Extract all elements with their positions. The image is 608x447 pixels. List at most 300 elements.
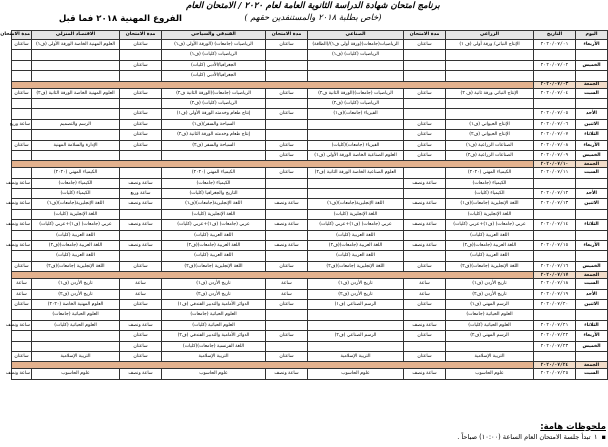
agri-subject xyxy=(446,98,534,108)
day-cell: الجمعة xyxy=(576,161,608,168)
page-subtitle: (خاص بطلبة ٢٠١٨ والمستنفدين حقهم ) xyxy=(244,12,382,22)
table-row xyxy=(12,60,608,70)
hotel-subject: الدوائر الأمامية والتدبير الفندقي (ف٢) xyxy=(162,331,266,341)
day-cell: الأربعاء xyxy=(576,40,608,50)
hotel-subject: الجغرافيا/الأدبي (كليات) xyxy=(162,60,266,70)
day-cell: الثلاثاء xyxy=(576,130,608,140)
hotel-subject: السياحة والسفر/(ف١) xyxy=(162,119,266,129)
hotel-subject: الدوائر الأمامية والتدبير الفندقي (ف١) xyxy=(162,299,266,309)
industrial-duration xyxy=(266,130,308,140)
day-cell xyxy=(576,230,608,240)
home-duration: ساعتان xyxy=(12,140,32,150)
hotel-subject: اللغة الإنجليزية (كليات) xyxy=(162,209,266,219)
day-cell xyxy=(576,178,608,188)
hotel-subject: السياحة والسفر (ف٢) xyxy=(162,140,266,150)
agri-subject: الصناعات الزراعية (ف١) xyxy=(446,140,534,150)
day-cell: الأحد xyxy=(576,289,608,299)
home-subject xyxy=(32,60,120,70)
industrial-subject xyxy=(308,189,404,199)
home-subject xyxy=(32,130,120,140)
industrial-subject: عربي (جامعات) (ف١)+عربي (كليات) xyxy=(308,220,404,230)
notes-title: ملحوظات هامة: xyxy=(540,422,606,432)
table-row xyxy=(12,331,608,341)
home-subject xyxy=(32,50,120,60)
hotel-duration: ساعتان xyxy=(120,331,162,341)
col-header-hotel: الفندقي والسياحي xyxy=(162,31,266,40)
day-cell: السبت xyxy=(576,279,608,289)
industrial-duration xyxy=(266,341,308,351)
col-header-industrial: الصناعي xyxy=(308,31,404,40)
agri-subject: علوم الحاسوب xyxy=(446,369,534,379)
hotel-subject: اللغة العربية (كليات) xyxy=(162,230,266,240)
home-subject xyxy=(32,341,120,351)
industrial-duration xyxy=(266,71,308,81)
hotel-duration xyxy=(120,251,162,261)
industrial-duration xyxy=(266,209,308,219)
col-header-day: اليوم xyxy=(576,31,608,40)
agri-subject: الكيمياء المهني (٢٠٢٠) xyxy=(446,168,534,178)
hotel-duration: ساعة xyxy=(120,279,162,289)
industrial-duration xyxy=(266,251,308,261)
home-subject: الكيمياء (كليات) xyxy=(32,189,120,199)
date-cell: ٢٠٢٠/٠٧/٢٤ xyxy=(534,362,576,369)
hotel-duration: ساعة ونصف xyxy=(120,178,162,188)
home-subject: الرسم والتصميم xyxy=(32,119,120,129)
industrial-duration: ساعتان xyxy=(266,331,308,341)
hotel-subject: الرياضيات (كليات) (ف١) xyxy=(162,50,266,60)
weekend-row xyxy=(12,161,608,168)
home-duration xyxy=(12,150,32,160)
agri-duration xyxy=(404,209,446,219)
home-duration xyxy=(12,331,32,341)
day-cell: الخميس xyxy=(576,60,608,70)
industrial-duration xyxy=(266,98,308,108)
home-duration: ساعتان xyxy=(12,351,32,361)
hotel-duration xyxy=(120,310,162,320)
exam-schedule-table xyxy=(0,30,608,380)
agri-subject: الإنتاج النباتي/ ورقة أولى (ف ١) xyxy=(446,40,534,50)
home-duration xyxy=(12,50,32,60)
agri-duration xyxy=(404,310,446,320)
weekend-row xyxy=(12,272,608,279)
industrial-subject: الرياضيات (كليات) (ف٢) xyxy=(308,98,404,108)
agri-duration: ساعة ونصف xyxy=(404,241,446,251)
hotel-subject: العلوم الحياتية (كليات) xyxy=(162,320,266,330)
agri-duration: ساعتان xyxy=(404,299,446,309)
industrial-duration xyxy=(266,320,308,330)
date-cell xyxy=(534,351,576,361)
col-header-date: التاريخ xyxy=(534,31,576,40)
agri-subject: اللغة الإنجليزية (كليات) xyxy=(446,209,534,219)
industrial-subject xyxy=(308,341,404,351)
agri-duration: ساعة ونصف xyxy=(404,369,446,379)
home-subject: الإدارة والسلامة المهنية xyxy=(32,140,120,150)
hotel-duration: ساعتان xyxy=(120,130,162,140)
day-cell: الاثنين xyxy=(576,199,608,209)
date-cell: ٢٠٢٠/٠٧/٠٥ xyxy=(534,109,576,119)
day-cell xyxy=(576,98,608,108)
agri-subject xyxy=(446,50,534,60)
industrial-duration: ساعتان xyxy=(266,40,308,50)
table-row xyxy=(12,40,608,50)
home-subject xyxy=(32,150,120,160)
home-subject: العلوم المهنية الخاصة الورقة الأولى (ف١) xyxy=(32,40,120,50)
agri-duration xyxy=(404,71,446,81)
weekend-separator xyxy=(12,362,534,369)
home-subject: اللغة الإنجليزية (جامعات)(ف٢) xyxy=(32,261,120,271)
day-cell xyxy=(576,310,608,320)
industrial-duration: ساعة ونصف xyxy=(266,220,308,230)
agri-subject: تاريخ الأردن (ف١) xyxy=(446,279,534,289)
home-duration: ساعة xyxy=(12,289,32,299)
industrial-subject: اللغة العربية (كليات) xyxy=(308,251,404,261)
date-cell: ٢٠٢٠/٠٧/٠٤ xyxy=(534,88,576,98)
hotel-duration: ساعتان xyxy=(120,341,162,351)
hotel-subject: اللغة الإنجليزية(جامعات)(ف١) xyxy=(162,199,266,209)
table-row xyxy=(12,178,608,188)
hotel-duration: ساعتان xyxy=(120,261,162,271)
hotel-duration: ساعة ونصف xyxy=(120,199,162,209)
hotel-subject: التربية الإسلامية xyxy=(162,351,266,361)
col-header-agri: الزراعي xyxy=(446,31,534,40)
col-header-home: الاقتصاد المنزلي xyxy=(32,31,120,40)
table-row xyxy=(12,98,608,108)
home-subject xyxy=(32,98,120,108)
hotel-duration: ساعة xyxy=(120,289,162,299)
industrial-subject: الرياضيات (جامعات)(الورقة الثانية ف٢) xyxy=(308,88,404,98)
home-subject xyxy=(32,331,120,341)
table-row xyxy=(12,299,608,309)
home-duration: ساعة xyxy=(12,279,32,289)
home-duration: ساعة ونصف xyxy=(12,220,32,230)
day-cell: الخميس xyxy=(576,261,608,271)
industrial-subject: اللغة الإنجليزية (كليات) xyxy=(308,209,404,219)
date-cell: ٢٠٢٠/٠٧/١٣ xyxy=(534,199,576,209)
day-cell: الأربعاء xyxy=(576,331,608,341)
hotel-subject: الكيمياء المهني (٢٠٢٠) xyxy=(162,168,266,178)
day-cell: الثلاثاء xyxy=(576,320,608,330)
home-subject: تاريخ الأردن (ف١) xyxy=(32,279,120,289)
industrial-subject: علوم الحاسوب xyxy=(308,369,404,379)
agri-subject: الرسم المهني (ف١) xyxy=(446,299,534,309)
hotel-duration: ساعتان xyxy=(120,119,162,129)
day-cell: الجمعة xyxy=(576,362,608,369)
date-cell: ٢٠٢٠/٠٧/٢٢ xyxy=(534,331,576,341)
date-cell: ٢٠٢٠/٠٧/٢١ xyxy=(534,320,576,330)
hotel-subject: اللغة العربية (كليات) xyxy=(162,251,266,261)
hotel-duration: ساعتان xyxy=(120,40,162,50)
table-row xyxy=(12,140,608,150)
day-cell xyxy=(576,251,608,261)
home-duration xyxy=(12,71,32,81)
industrial-duration: ساعة ونصف xyxy=(266,241,308,251)
home-duration: ساعة وربع xyxy=(12,119,32,129)
home-subject: تاريخ الأردن (ف٢) xyxy=(32,289,120,299)
table-row xyxy=(12,220,608,230)
date-cell: ٢٠٢٠/٠٧/١٢ xyxy=(534,189,576,199)
home-duration xyxy=(12,60,32,70)
day-cell: الأحد xyxy=(576,189,608,199)
home-duration xyxy=(12,98,32,108)
weekend-separator xyxy=(12,161,534,168)
weekend-row xyxy=(12,81,608,88)
agri-duration: ساعة xyxy=(404,289,446,299)
industrial-subject: الرياضيات(جامعات)(ورقة أولى ف١)/(الطاقة) xyxy=(308,40,404,50)
hotel-duration xyxy=(120,71,162,81)
agri-duration: ساعة ونصف xyxy=(404,320,446,330)
industrial-duration xyxy=(266,230,308,240)
hotel-duration xyxy=(120,209,162,219)
home-subject xyxy=(32,71,120,81)
date-cell: ٢٠٢٠/٠٧/٢٠ xyxy=(534,299,576,309)
hotel-duration: ساعة ونصف xyxy=(120,369,162,379)
industrial-subject: الرسم الصناعي (ف٢) xyxy=(308,331,404,341)
table-row xyxy=(12,341,608,351)
date-cell: ٢٠٢٠/٠٧/١٧ xyxy=(534,272,576,279)
agri-subject: الإنتاج النباتي ورقة ثانية (ف ٢) xyxy=(446,88,534,98)
agri-duration xyxy=(404,50,446,60)
bullet-icon: ▪ xyxy=(601,433,606,441)
industrial-subject: الرياضيات (كليات) (ف١) xyxy=(308,50,404,60)
table-row xyxy=(12,168,608,178)
agri-duration xyxy=(404,230,446,240)
date-cell: ٢٠٢٠/٠٧/١٨ xyxy=(534,279,576,289)
note-text: تبدأ جلسة الامتحان العام الساعة (١٠:٠٠) صباحاً . xyxy=(457,433,591,441)
industrial-duration: ساعتان xyxy=(266,299,308,309)
industrial-duration xyxy=(266,60,308,70)
note-number: ١ xyxy=(593,433,598,441)
agri-subject: العلوم الحياتية (جامعات) xyxy=(446,310,534,320)
table-header-row xyxy=(12,31,608,40)
home-subject: اللغة العربية (كليات) xyxy=(32,230,120,240)
agri-subject: الإنتاج الحيواني (ف٢) xyxy=(446,130,534,140)
day-cell: الأربعاء xyxy=(576,140,608,150)
hotel-subject: عربي (جامعات) (ف١)+عربي (كليات) xyxy=(162,220,266,230)
agri-subject: العلوم الحياتية (كليات) xyxy=(446,320,534,330)
table-row xyxy=(12,130,608,140)
date-cell: ٢٠٢٠/٠٧/٠٩ xyxy=(534,150,576,160)
col-header-home-duration: مدة الامتحان xyxy=(12,31,32,40)
date-cell: ٢٠٢٠/٠٧/٠٦ xyxy=(534,119,576,129)
industrial-duration: ساعة ونصف xyxy=(266,199,308,209)
home-subject: علوم الحاسوب xyxy=(32,369,120,379)
hotel-duration: ساعة وربع xyxy=(120,189,162,199)
col-header-hotel-duration: مدة الامتحان xyxy=(120,31,162,40)
table-row xyxy=(12,241,608,251)
agri-duration: ساعة xyxy=(404,279,446,289)
date-cell: ٢٠٢٠/٠٧/٠١ xyxy=(534,40,576,50)
hotel-subject: التاريخ والجغرافيا (كليات) xyxy=(162,189,266,199)
table-row xyxy=(12,150,608,160)
industrial-subject xyxy=(308,60,404,70)
industrial-duration xyxy=(266,189,308,199)
agri-subject: اللغة العربية (جامعات)(ف٢) xyxy=(446,241,534,251)
col-header-agri-duration: مدة الامتحان xyxy=(404,31,446,40)
page-header xyxy=(8,0,608,30)
agri-duration: ساعتان xyxy=(404,40,446,50)
home-duration: ساعتان xyxy=(12,299,32,309)
agri-subject: تاريخ الأردن (ف٢) xyxy=(446,289,534,299)
day-cell: الاثنين xyxy=(576,299,608,309)
hotel-subject: الرياضيات (كليات) (ف٢) xyxy=(162,98,266,108)
table-row xyxy=(12,109,608,119)
industrial-duration: ساعتان xyxy=(266,351,308,361)
home-duration xyxy=(12,230,32,240)
table-row xyxy=(12,320,608,330)
agri-subject: عربي (جامعات) (ف١)+عربي (كليات) xyxy=(446,220,534,230)
date-cell: ٢٠٢٠/٠٧/١٥ xyxy=(534,241,576,251)
date-cell: ٢٠٢٠/٠٧/٠٨ xyxy=(534,140,576,150)
branch-label: الفروع المهنية ٢٠١٨ فما قبل xyxy=(58,14,182,24)
hotel-duration xyxy=(120,168,162,178)
agri-duration xyxy=(404,341,446,351)
date-cell xyxy=(534,230,576,240)
industrial-duration: ساعة xyxy=(266,279,308,289)
industrial-subject: الرسم الصناعي (ف١) xyxy=(308,299,404,309)
agri-duration: ساعتان xyxy=(404,261,446,271)
industrial-subject: اللغة الإنجليزية(جامعات)(ف١) xyxy=(308,199,404,209)
hotel-subject: علوم الحاسوب xyxy=(162,369,266,379)
agri-duration xyxy=(404,98,446,108)
hotel-duration: ساعتان xyxy=(120,140,162,150)
table-row xyxy=(12,369,608,379)
home-subject: اللغة العربية (جامعات)(ف٢) xyxy=(32,241,120,251)
date-cell xyxy=(534,310,576,320)
industrial-duration: ساعتان xyxy=(266,140,308,150)
agri-subject xyxy=(446,341,534,351)
date-cell: ٢٠٢٠/٠٧/١٤ xyxy=(534,220,576,230)
industrial-subject: التربية الإسلامية xyxy=(308,351,404,361)
industrial-subject: العلوم الصناعية الخاصة الورقة الأولى (ف١) xyxy=(308,150,404,160)
hotel-subject: إنتاج طعام وخدمته الورقة الأولى (ف١) xyxy=(162,109,266,119)
home-duration: ساعة ونصف xyxy=(12,199,32,209)
hotel-duration: ساعتان xyxy=(120,109,162,119)
hotel-duration: ساعتان xyxy=(120,88,162,98)
home-duration xyxy=(12,168,32,178)
home-duration xyxy=(12,251,32,261)
industrial-subject: الفيزياء (جامعات)(كليات) xyxy=(308,140,404,150)
industrial-duration: ساعتان xyxy=(266,150,308,160)
hotel-subject: تاريخ الأردن (ف١) xyxy=(162,279,266,289)
table-row xyxy=(12,251,608,261)
home-subject: التربية الإسلامية xyxy=(32,351,120,361)
note-item xyxy=(338,433,606,441)
agri-subject xyxy=(446,109,534,119)
home-duration: ساعتان xyxy=(12,40,32,50)
table-row xyxy=(12,230,608,240)
home-subject: الكيمياء (جامعات) xyxy=(32,178,120,188)
agri-duration: ساعتان xyxy=(404,119,446,129)
day-cell xyxy=(576,71,608,81)
date-cell: ٢٠٢٠/٠٧/١٦ xyxy=(534,261,576,271)
notes-list xyxy=(338,433,606,441)
date-cell xyxy=(534,98,576,108)
table-row xyxy=(12,310,608,320)
home-subject: اللغة الإنجليزية(جامعات)(ف١) xyxy=(32,199,120,209)
date-cell xyxy=(534,178,576,188)
agri-duration: ساعة ونصف xyxy=(404,178,446,188)
agri-duration: ساعتان xyxy=(404,331,446,341)
col-header-industrial-duration: مدة الامتحان xyxy=(266,31,308,40)
agri-subject: اللغة الإنجليزية (جامعات)(ف٢) xyxy=(446,261,534,271)
date-cell xyxy=(534,50,576,60)
agri-subject: اللغة العربية (كليات) xyxy=(446,230,534,240)
day-cell: الخميس xyxy=(576,150,608,160)
industrial-subject xyxy=(308,178,404,188)
day-cell: الثلاثاء xyxy=(576,220,608,230)
home-duration: ساعة ونصف xyxy=(12,178,32,188)
hotel-duration: ساعة ونصف xyxy=(120,241,162,251)
date-cell xyxy=(534,251,576,261)
agri-duration xyxy=(404,189,446,199)
table-row xyxy=(12,199,608,209)
table-row xyxy=(12,261,608,271)
table-row xyxy=(12,209,608,219)
agri-duration: ساعتان xyxy=(404,88,446,98)
date-cell xyxy=(534,209,576,219)
date-cell: ٢٠٢٠/٠٧/٠٧ xyxy=(534,130,576,140)
hotel-subject: الجغرافيا/الأدبي (كليات) xyxy=(162,71,266,81)
home-duration xyxy=(12,189,32,199)
agri-duration: ساعتان xyxy=(404,130,446,140)
home-subject: عربي (جامعات) (ف١)+عربي (كليات) xyxy=(32,220,120,230)
table-row xyxy=(12,88,608,98)
agri-subject: اللغة العربية (كليات) xyxy=(446,251,534,261)
industrial-duration: ساعتان xyxy=(266,88,308,98)
agri-duration: ساعتان xyxy=(404,351,446,361)
table-row xyxy=(12,279,608,289)
hotel-duration: ساعة ونصف xyxy=(120,220,162,230)
home-subject: اللغة العربية (كليات) xyxy=(32,251,120,261)
industrial-duration: ساعة xyxy=(266,289,308,299)
agri-subject: الكيمياء (جامعات) xyxy=(446,178,534,188)
agri-subject: الكيمياء (كليات) xyxy=(446,189,534,199)
date-cell: ٢٠٢٠/٠٧/٠٢ xyxy=(534,60,576,70)
hotel-subject: العلوم الحياتية (جامعات) xyxy=(162,310,266,320)
home-subject: العلوم المهنية الخاصة الورقة الثانية (ف٢) xyxy=(32,88,120,98)
day-cell: الاثنين xyxy=(576,119,608,129)
home-duration: ساعة ونصف xyxy=(12,369,32,379)
weekend-separator xyxy=(12,272,534,279)
home-subject xyxy=(32,109,120,119)
hotel-duration: ساعتان xyxy=(120,351,162,361)
weekend-row xyxy=(12,362,608,369)
hotel-subject: الرياضيات (جامعات) (الورقة الأولى (ف١) xyxy=(162,40,266,50)
day-cell: الأحد xyxy=(576,109,608,119)
agri-duration xyxy=(404,251,446,261)
industrial-duration xyxy=(266,178,308,188)
agri-subject xyxy=(446,71,534,81)
industrial-subject: اللغة العربية (جامعات)(ف٢) xyxy=(308,241,404,251)
home-duration xyxy=(12,209,32,219)
industrial-duration: ساعتان xyxy=(266,261,308,271)
date-cell xyxy=(534,71,576,81)
hotel-subject: إنتاج طعام وخدمته الورقة الثانية (ف٢) xyxy=(162,130,266,140)
notes-section xyxy=(338,422,606,441)
home-duration xyxy=(12,341,32,351)
date-cell: ٢٠٢٠/٠٧/٢٥ xyxy=(534,369,576,379)
date-cell: ٢٠٢٠/٠٧/١٩ xyxy=(534,289,576,299)
day-cell: الجمعة xyxy=(576,81,608,88)
agri-subject: الرسم المهني (ف٢) xyxy=(446,331,534,341)
home-subject: الكيمياء المهني (٢٠٢٠) xyxy=(32,168,120,178)
table-row xyxy=(12,189,608,199)
day-cell: الأربعاء xyxy=(576,241,608,251)
day-cell: الخميس xyxy=(576,341,608,351)
industrial-subject: العلوم الصناعية الخاصة الورقة الثانية (ف٢) xyxy=(308,168,404,178)
hotel-subject: اللغة الإنجليزية (جامعات)(ف٢) xyxy=(162,261,266,271)
agri-duration: ساعتان xyxy=(404,140,446,150)
